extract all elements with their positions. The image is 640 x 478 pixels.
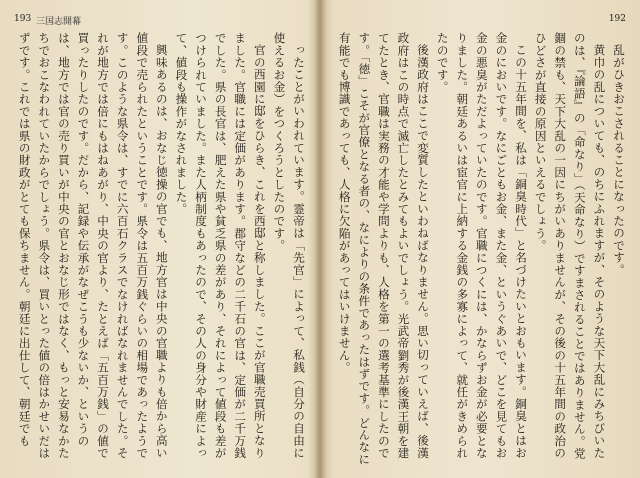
right-page xyxy=(322,0,640,478)
left-page xyxy=(0,0,318,478)
paragraph: この十五年間を、私は「銅臭時代」と名づけたいとおもいます。銅臭とはお金のにおいです。なにごともお金、また金、というぐあいで、どこを見てもお金の悪臭がただよっていたのです。官職につくには、かならずお金が必要となりました。朝廷あるいは宦官に上納する金銭の多寡によって、就任がきめられたのです。 xyxy=(435,32,529,459)
running-title: 三国志開幕 xyxy=(36,17,82,27)
paragraph: 乱がひきおこされることになったのです。 xyxy=(612,43,626,276)
right-page-number: 192 xyxy=(608,14,626,24)
left-page-number: 193 xyxy=(14,14,32,24)
paragraph: 興味あるのは、おなじ徳操の官でも、地方官は中央の官職よりも倍から高い値段で売られたということです。県令は五百万銭ぐらいの相場であったようです。このような県令は、すでに六百石クラスでなければなれませんでした。それが地方では倍にもはねあがり、中央の官より、たとえば「五百万銭」の値で買ったりしたのです。だから、記録や伝承がなぜこうも少ないか、というのは、地方では官の売り買いが中央の官とおなじ形ではなく、もっと安易なかたちでおこなわれていたからでしょう。県令は、買いとった値の倍はかせいだはずです。これでは県の財政がとても保ちません。朝廷に出仕して、朝廷でも xyxy=(17,32,169,459)
paragraph: 後漢政府はここで変質したといわねばなりません。思い切っていえば、後漢政府はこの時点で滅亡したとみてもよいでしょう。光武帝劉秀が後漢王朝を建てたとき、官職は実務の才能や学問よりも、人格を第一の選考基準にしたのです。「徳」こそが官僚となる者の、なによりの条件であったはずです。どんなに有能でも博識であっても、人格に欠陥があってはいけません。 xyxy=(337,32,431,466)
paragraph: ったことがいわれています。霊帝は「先官」によって、私銭（自分の自由に使えるお金）をつくろうとしたのです。 xyxy=(272,32,306,459)
paragraph: 黄巾の乱についても、のちにふれますが、そのような天下大乱にみちびいたのは、『論語』の「命なり」（天命なり）ですまされることではありません。党錮の禁も、天下大乱の一因にちがいありませんが、その後の十五年間の政治のひどさが直接の原因といえるでしょう。 xyxy=(533,32,607,460)
left-page-body xyxy=(12,32,308,467)
right-page-body xyxy=(334,32,628,467)
paragraph: 官の西園に邸をひらき、これを西邸と称しました。ここが官職売買所となりました。官職には定価があります。郡守などの二千石の官は、定価が二千万銭でした。県の長官は、肥えた県や貧乏県の差があり、それによって値段も差がつけられていました。また人柄制度もあったので、その人の身分や財産によって、値段も操作がなされました。 xyxy=(174,32,267,459)
